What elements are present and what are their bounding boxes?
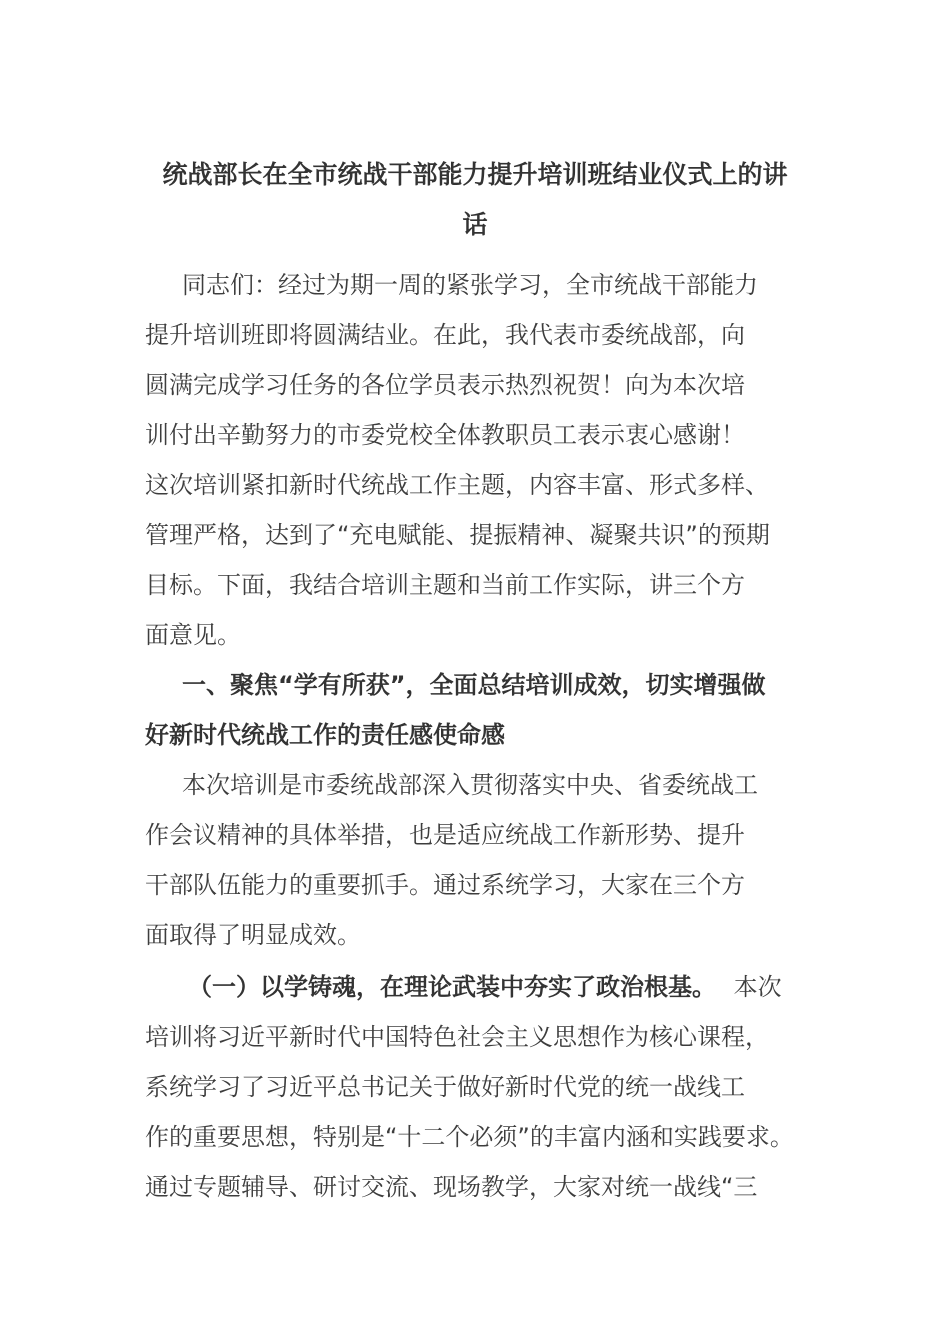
intro-line-4: 训付出辛勤努力的市委党校全体教职员工表示衷心感谢！ xyxy=(145,421,745,449)
subsection1-first-line-tail: 本次 xyxy=(733,973,782,1001)
section1-heading-line-2: 好新时代统战工作的责任感使命感 xyxy=(145,721,505,749)
intro-line-8: 面意见。 xyxy=(145,621,241,649)
document-title-line-1: 统战部长在全市统战干部能力提升培训班结业仪式上的讲 xyxy=(162,160,788,189)
intro-line-3: 圆满完成学习任务的各位学员表示热烈祝贺！向为本次培 xyxy=(145,371,745,399)
intro-line-2: 提升培训班即将圆满结业。在此，我代表市委统战部，向 xyxy=(145,321,745,349)
subsection1-line-5: 通过专题辅导、研讨交流、现场教学，大家对统一战线“三 xyxy=(145,1173,758,1201)
intro-line-6: 管理严格，达到了“充电赋能、提振精神、凝聚共识”的预期 xyxy=(145,521,770,549)
section1-body-line-3: 干部队伍能力的重要抓手。通过系统学习，大家在三个方 xyxy=(145,871,745,899)
section1-body-line-4: 面取得了明显成效。 xyxy=(145,921,361,949)
subsection1-first-line xyxy=(188,970,782,1004)
intro-line-7: 目标。下面，我结合培训主题和当前工作实际，讲三个方 xyxy=(145,571,745,599)
subsection1-heading: （一）以学铸魂，在理论武装中夯实了政治根基。 xyxy=(188,973,716,1001)
section1-heading-line-1: 一、聚焦“学有所获”，全面总结培训成效，切实增强做 xyxy=(182,671,766,699)
section1-body-line-1: 本次培训是市委统战部深入贯彻落实中央、省委统战工 xyxy=(182,771,758,799)
section1-body-line-2: 作会议精神的具体举措，也是适应统战工作新形势、提升 xyxy=(145,821,745,849)
subsection1-line-2: 培训将习近平新时代中国特色社会主义思想作为核心课程， xyxy=(145,1023,769,1051)
intro-line-5: 这次培训紧扣新时代统战工作主题，内容丰富、形式多样、 xyxy=(145,471,769,499)
subsection1-line-4: 作的重要思想，特别是“十二个必须”的丰富内涵和实践要求。 xyxy=(145,1123,794,1151)
intro-line-1: 同志们：经过为期一周的紧张学习，全市统战干部能力 xyxy=(182,271,758,299)
subsection1-line-3: 系统学习了习近平总书记关于做好新时代党的统一战线工 xyxy=(145,1073,745,1101)
document-title-line-2: 话 xyxy=(462,210,488,239)
